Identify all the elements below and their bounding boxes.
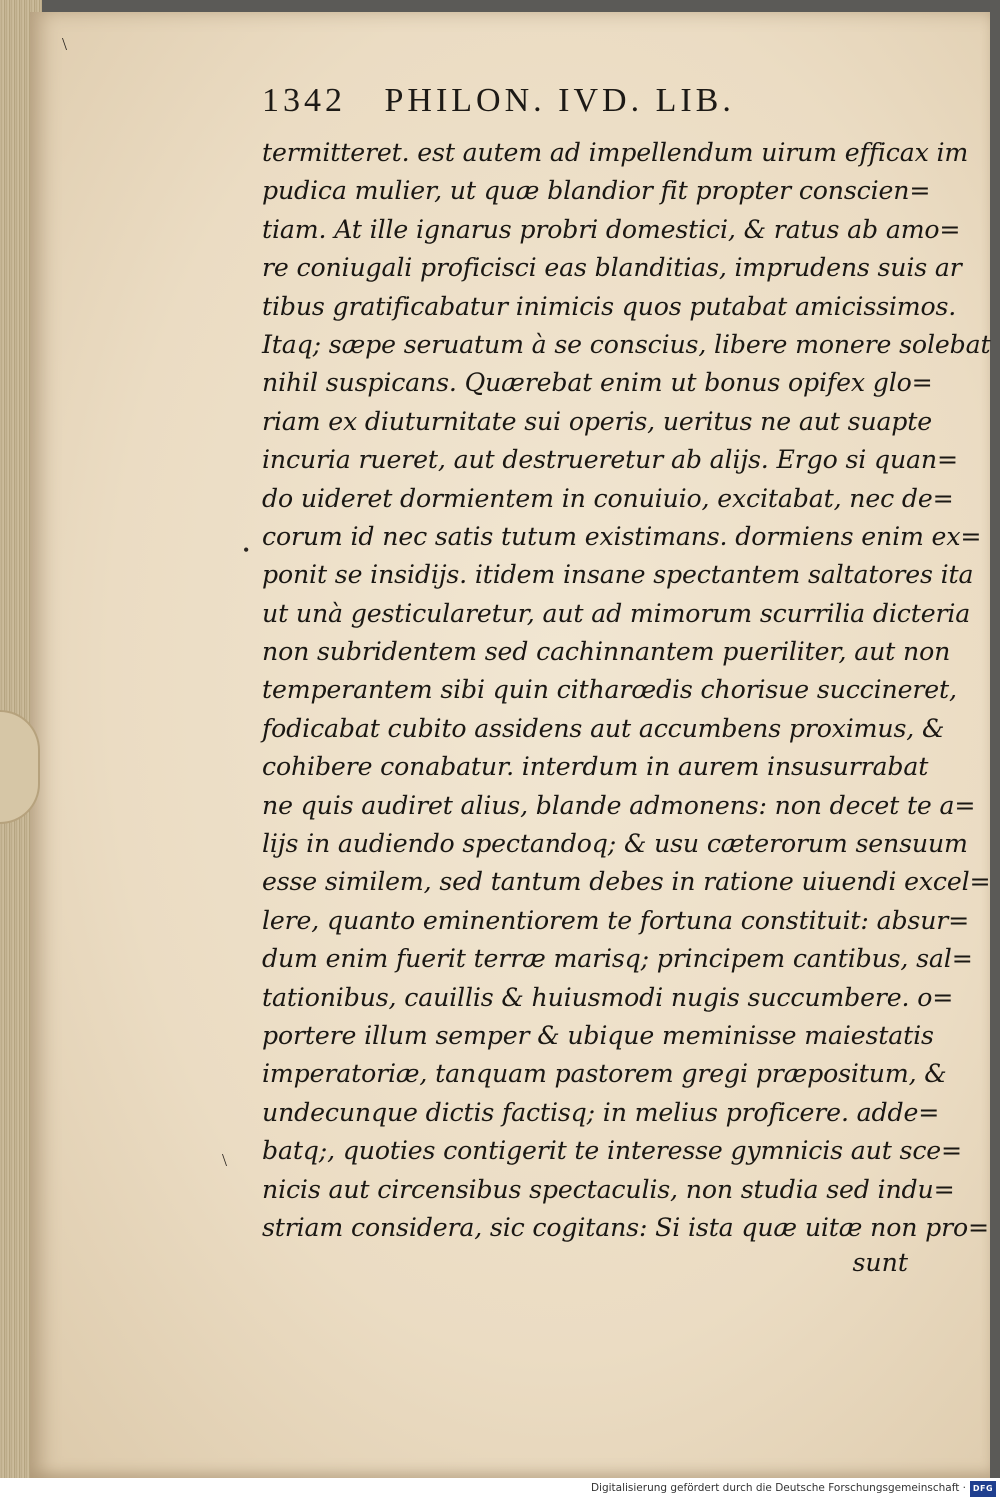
running-head [262,82,882,134]
text-line: lijs in audiendo spectandoq; & usu cæterorum sensuum [262,829,968,859]
text-line: fodicabat cubito assidens aut accumbens proximus, & [262,713,945,743]
text-line: incuria rueret, aut destrueretur ab alijs. Ergo si quan= [262,445,958,475]
page-number: 1342 [262,82,346,119]
text-line: dum enim fuerit terræ marisq; principem cantibus, sal= [262,944,973,974]
running-title: PHILON. IVD. LIB. [384,82,735,119]
text-line: cohibere conabatur. interdum in aurem insusurrabat [262,752,929,782]
text-line: imperatoriæ, tanquam pastorem gregi præpositum, & [262,1059,947,1089]
text-line: batq;, quoties contigerit te interesse gymnicis aut sce= [262,1136,962,1166]
text-line: ut unà gesticularetur, aut ad mimorum scurrilia dicteria [262,598,971,628]
text-line: termitteret. est autem ad impellendum uirum efficax im [262,138,969,167]
text-line: lere, quanto eminentiorem te fortuna constituit: absur= [262,905,970,935]
funding-credit: Digitalisierung gefördert durch die Deutsche Forschungsgemeinschaft · [590,1482,966,1494]
text-line: riam ex diuturnitate sui operis, ueritus ne aut suapte [262,406,933,436]
text-line: undecunque dictis factisq; in melius proficere. adde= [262,1097,940,1127]
text-line: do uideret dormientem in conuiuio, excitabat, nec de= [262,483,954,513]
text-line: tibus gratificabatur inimicis quos putabat amicissimos. [262,291,957,321]
marginal-dot-mark: • [243,540,250,560]
text-line: esse similem, sed tantum debes in ratione uiuendi excel= [262,867,991,897]
digitization-footer [0,1478,1000,1502]
text-line: re coniugali proficisci eas blanditias, imprudens suis ar [262,253,962,283]
text-line: corum id nec satis tutum existimans. dormiens enim ex= [262,521,982,551]
text-line: Itaq; sæpe seruatum à se conscius, libere monere solebat [262,329,991,359]
marginal-tick-mark: \ [222,1150,228,1170]
catchword: sunt [852,1248,908,1277]
dfg-logo: DFG [970,1481,996,1497]
text-line: pudica mulier, ut quæ blandior fit propter conscien= [262,176,931,206]
text-line: temperantem sibi quin citharœdis chorisue succineret, [262,675,957,705]
text-line: ne quis audiret alius, blande admonens: non decet te a= [262,790,976,820]
body-text [262,134,991,1247]
text-line: non subridentem sed cachinnantem pueriliter, aut non [262,637,951,667]
text-line: tationibus, cauillis & huiusmodi nugis succumbere. o= [262,982,954,1012]
text-line: nihil suspicans. Quærebat enim ut bonus opifex glo= [262,368,933,398]
text-line: tiam. At ille ignarus probri domestici, & ratus ab amo= [262,214,961,244]
text-line: striam considera, sic cogitans: Si ista quæ uitæ non pro= [262,1212,989,1242]
text-line: ponit se insidijs. itidem insane spectantem saltatores ita [262,560,974,590]
corner-tick-mark: \ [62,34,68,54]
text-line: portere illum semper & ubique meminisse maiestatis [262,1020,934,1050]
text-line: nicis aut circensibus spectaculis, non studia sed indu= [262,1174,955,1204]
